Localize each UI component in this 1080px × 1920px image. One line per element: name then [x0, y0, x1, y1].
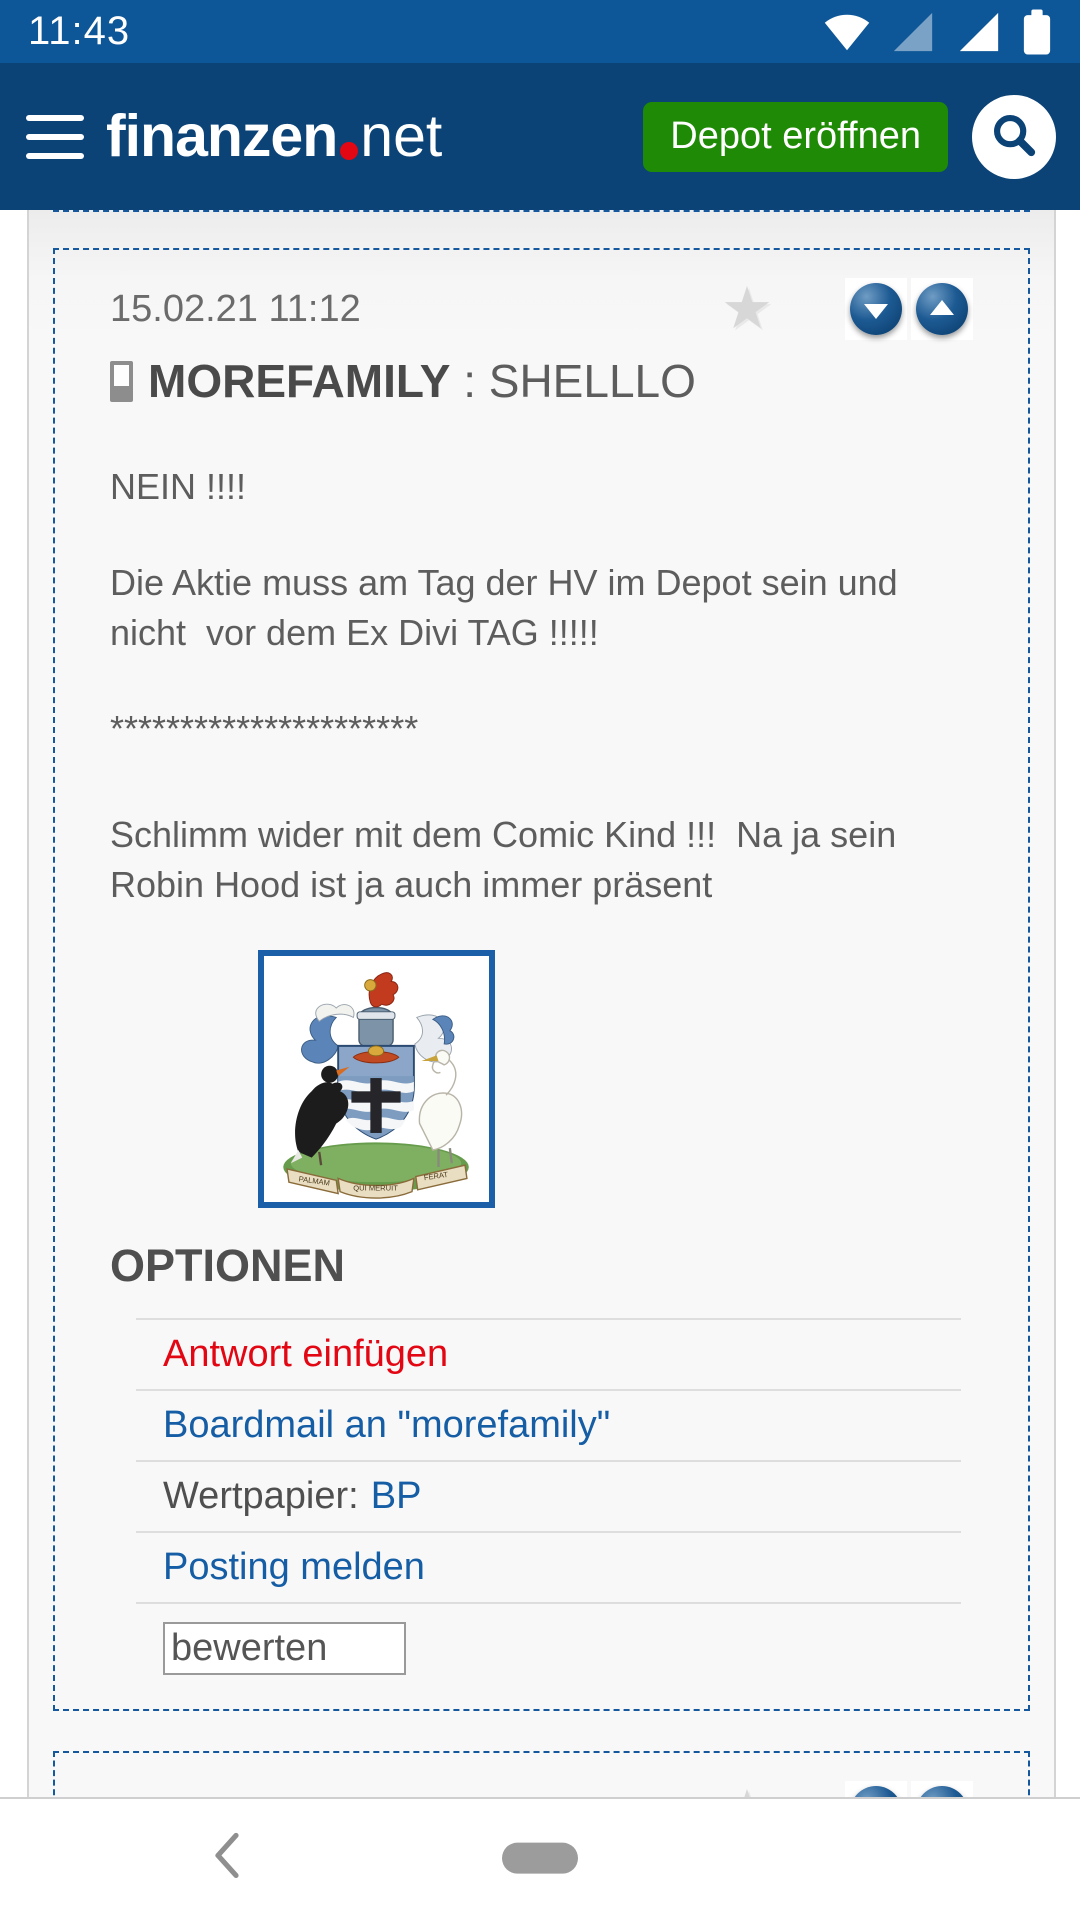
svg-text:FERAT: FERAT: [423, 1169, 449, 1183]
options-heading: OPTIONEN: [110, 1240, 346, 1291]
options-list: [136, 1318, 961, 1709]
arrow-up-icon: [916, 283, 968, 335]
boardmail-link[interactable]: Boardmail an "morefamily": [163, 1404, 611, 1446]
logo-text-bold: finanzen: [106, 103, 338, 169]
forum-content: [27, 210, 1056, 1797]
forum-post: [53, 248, 1030, 1711]
app-header: [0, 63, 1080, 210]
depot-eroeffnen-button[interactable]: Depot eröffnen: [643, 102, 948, 172]
title-separator: :: [450, 355, 489, 407]
signal-full-icon: [956, 9, 1002, 55]
option-row-boardmail: [136, 1389, 961, 1460]
reply-link[interactable]: Antwort einfügen: [163, 1333, 449, 1375]
security-label: Wertpapier:: [163, 1475, 359, 1517]
wifi-icon: [824, 9, 870, 55]
option-row-report: [136, 1531, 961, 1602]
arrow-down-icon: [850, 283, 902, 335]
post-paragraph: Die Aktie muss am Tag der HV im Depot sein und nicht vor dem Ex Divi TAG !!!!!: [110, 562, 908, 653]
mobile-phone-icon: [110, 361, 133, 402]
security-link[interactable]: BP: [370, 1475, 422, 1517]
post-paragraph: Schlimm wider mit dem Comic Kind !!! Na ja sein Robin Hood ist ja auch immer präsent: [110, 814, 907, 905]
back-button[interactable]: [210, 1831, 244, 1882]
search-button[interactable]: [972, 95, 1056, 179]
site-logo[interactable]: [106, 103, 443, 169]
post-paragraph: NEIN !!!!: [110, 466, 247, 507]
system-nav-bar: [0, 1797, 1080, 1920]
post-paragraph: **********************: [110, 708, 419, 749]
home-pill-button[interactable]: [502, 1842, 578, 1873]
svg-text:PALMAM: PALMAM: [298, 1174, 331, 1188]
upvote-button[interactable]: [911, 278, 973, 340]
coat-of-arms-crest: [270, 962, 483, 1196]
previous-post-border: [53, 210, 1030, 212]
clock: 11:43: [28, 9, 131, 53]
logo-red-dot-icon: [340, 142, 358, 160]
option-row-security: [136, 1460, 961, 1531]
status-icons: [824, 7, 1052, 57]
post-subject: SHELLLO: [488, 355, 696, 407]
status-bar: [0, 0, 1080, 63]
hamburger-menu-icon[interactable]: [26, 115, 84, 159]
option-row-reply: [136, 1318, 961, 1389]
post-author[interactable]: MOREFAMILY: [148, 355, 451, 407]
coat-of-arms-image[interactable]: [258, 950, 495, 1208]
post-timestamp: 15.02.21 11:12: [110, 287, 361, 330]
vote-buttons: [845, 278, 973, 340]
watchlist-star-icon[interactable]: ★: [721, 276, 773, 341]
post-body: [110, 462, 973, 910]
svg-text:QUI MERUIT: QUI MERUIT: [353, 1183, 398, 1193]
battery-icon: [1022, 7, 1052, 57]
back-chevron-icon: [210, 1867, 244, 1882]
post-header: [110, 278, 973, 340]
option-row-rate: [136, 1602, 961, 1709]
post-title: [110, 354, 973, 408]
downvote-button[interactable]: [845, 278, 907, 340]
logo-text-suffix: net: [360, 103, 443, 169]
signal-partial-icon: [890, 9, 936, 55]
search-icon: [989, 110, 1039, 163]
bewerten-select[interactable]: bewerten: [163, 1622, 406, 1675]
report-posting-link[interactable]: Posting melden: [163, 1546, 425, 1588]
